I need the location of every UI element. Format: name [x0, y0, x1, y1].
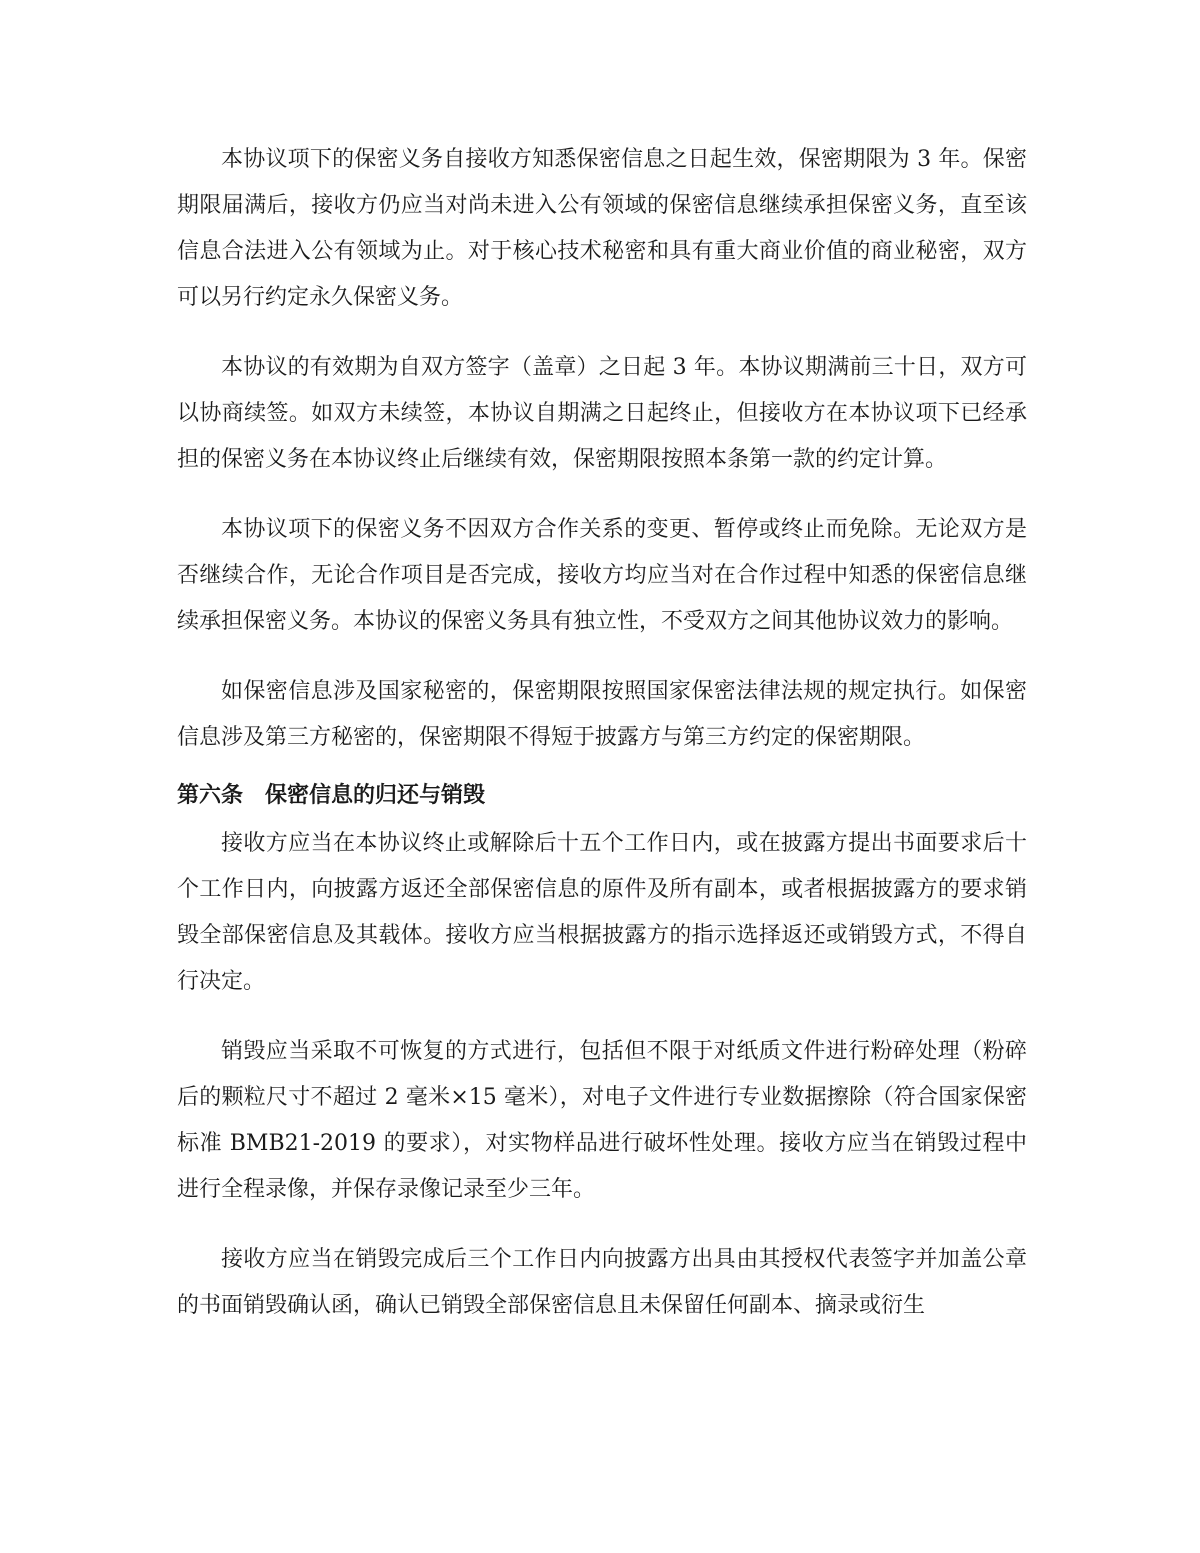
paragraph-confidentiality-term: 本协议项下的保密义务自接收方知悉保密信息之日起生效，保密期限为 3 年。保密期限届满后，接收方仍应当对尚未进入公有领域的保密信息继续承担保密义务，直至该信息合法进入公有领域为止。对于核心技术秘密和具有重大商业价值的商业秘密，双方可以另行约定永久保密义务。 [177, 147, 1027, 310]
document-body [177, 137, 1027, 1329]
paragraph-state-secrets: 如保密信息涉及国家秘密的，保密期限按照国家保密法律法规的规定执行。如保密信息涉及第三方秘密的，保密期限不得短于披露方与第三方约定的保密期限。 [177, 679, 1027, 750]
paragraph-obligation-independence: 本协议项下的保密义务不因双方合作关系的变更、暂停或终止而免除。无论双方是否继续合作，无论合作项目是否完成，接收方均应当对在合作过程中知悉的保密信息继续承担保密义务。本协议的保密义务具有独立性，不受双方之间其他协议效力的影响。 [177, 517, 1027, 634]
paragraph-destruction-confirmation: 接收方应当在销毁完成后三个工作日内向披露方出具由其授权代表签字并加盖公章的书面销毁确认函，确认已销毁全部保密信息且未保留任何副本、摘录或衍生 [177, 1247, 1027, 1318]
paragraph-destruction-method: 销毁应当采取不可恢复的方式进行，包括但不限于对纸质文件进行粉碎处理（粉碎后的颗粒尺寸不超过 2 毫米×15 毫米），对电子文件进行专业数据擦除（符合国家保密标准 BMB21-2019 的要求），对实物样品进行破坏性处理。接收方应当在销毁过程中进行全程录像，并保存录像记录至少三年。 [177, 1039, 1027, 1202]
paragraph-agreement-validity: 本协议的有效期为自双方签字（盖章）之日起 3 年。本协议期满前三十日，双方可以协商续签。如双方未续签，本协议自期满之日起终止，但接收方在本协议项下已经承担的保密义务在本协议终止后继续有效，保密期限按照本条第一款的约定计算。 [177, 355, 1027, 472]
paragraph-return-of-information: 接收方应当在本协议终止或解除后十五个工作日内，或在披露方提出书面要求后十个工作日内，向披露方返还全部保密信息的原件及所有副本，或者根据披露方的要求销毁全部保密信息及其载体。接收方应当根据披露方的指示选择返还或销毁方式，不得自行决定。 [177, 831, 1027, 994]
section-number: 第六条 [177, 783, 244, 808]
section-heading [177, 771, 1027, 821]
section-title: 保密信息的归还与销毁 [265, 783, 486, 808]
